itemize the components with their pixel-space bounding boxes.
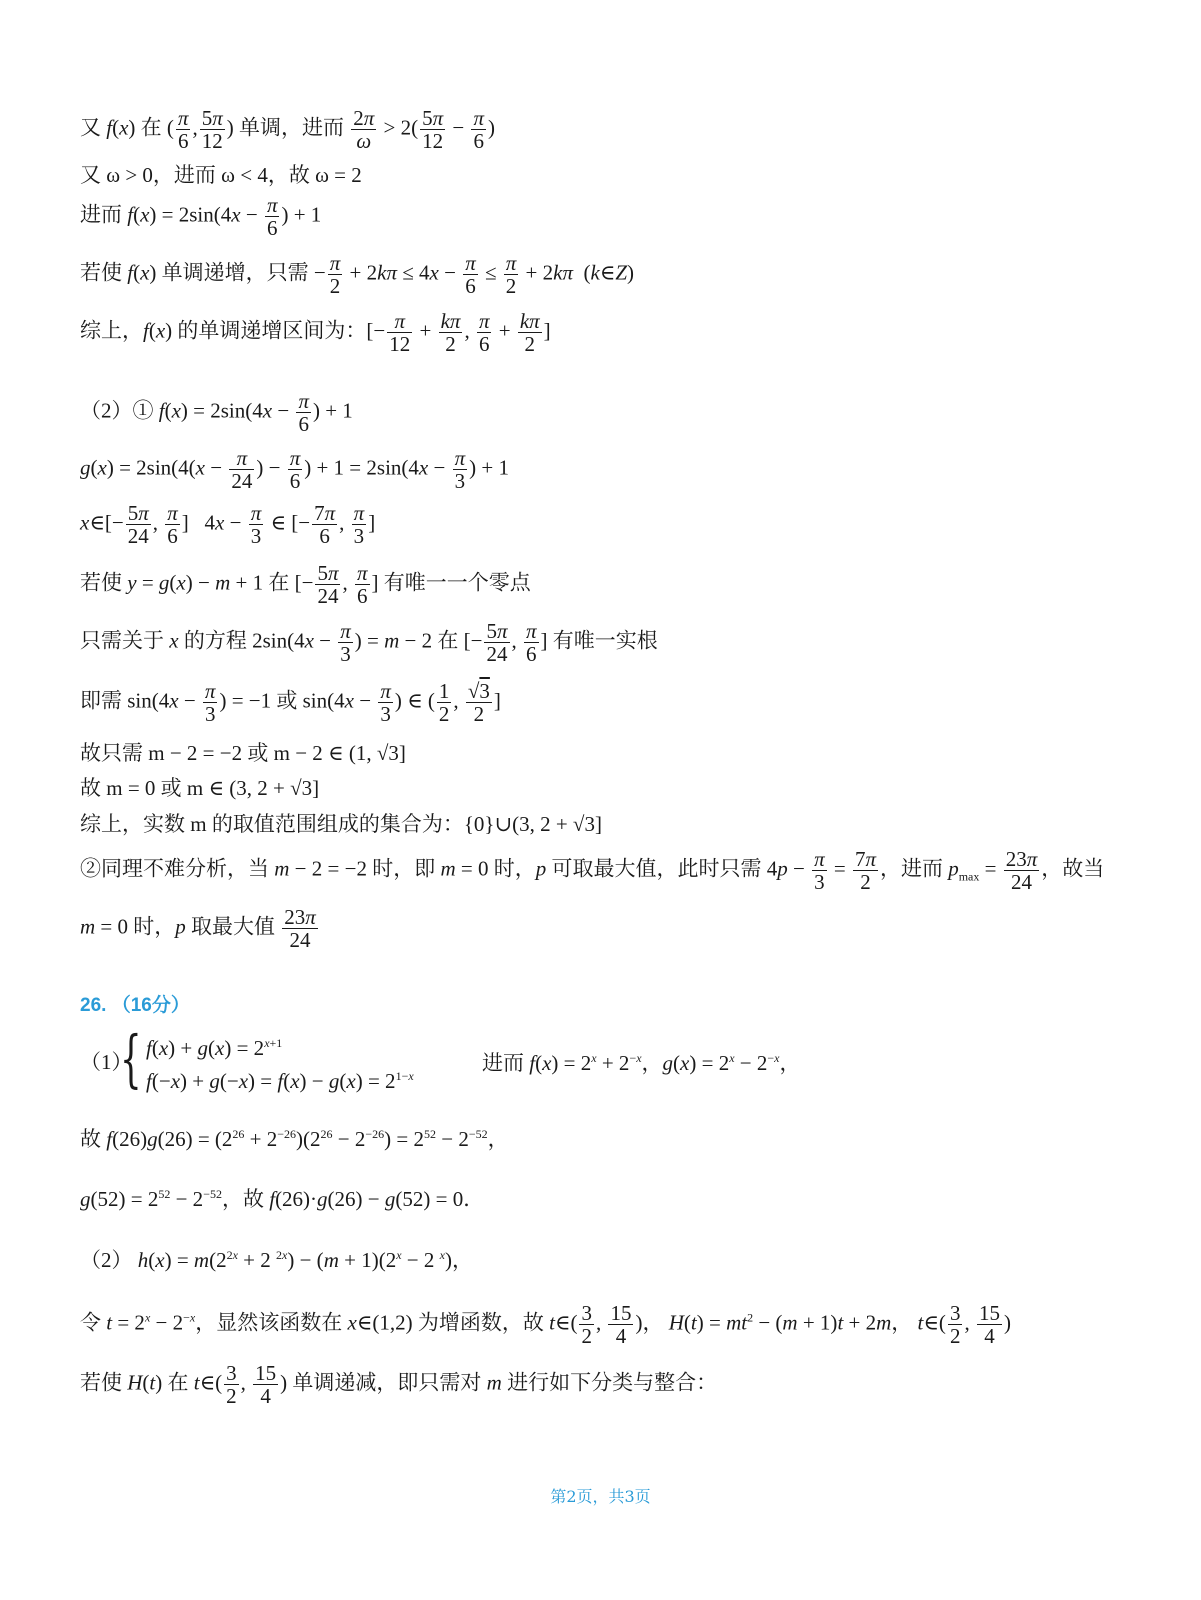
- line-20: （2） $h(x) = m(2^{2x} + 2$ $^{2x}) - (m + 1)(2^x - 2$ $^x$)，: [80, 1248, 473, 1272]
- line-13: 故 m = 0 或 m ∈ (3, 2 + √3]: [80, 776, 320, 800]
- line-18: 故 $f(26)g(26) = (2^{26} + 2^{-26})(2^{26} - 2^{-26}) = 2^{52} - 2^{-52}$，: [80, 1127, 509, 1151]
- line-1: 又 f(x) 在 ( $\frac{\pi}{6}$ , $\frac{5\pi}{12}$ ) 单调，进而 $\frac{2\pi}{\omega}$ > 2( $\frac{5\pi}{12}$ − $\frac{\pi}{6}$ ): [80, 106, 496, 154]
- line-16: m = 0 时，p 取最大值 $\frac{23\pi}{24}$: [80, 905, 316, 953]
- line-7: g(x) = 2sin(4(x − $\frac{\pi}{24}$ ) − $\frac{\pi}{6}$ ) + 1 = 2sin(4x − $\frac{\pi}{3}$ ) + 1: [80, 446, 509, 494]
- line-5: 综上，f(x) 的单调递增区间为：[− $\frac{\pi}{12}$ + $\frac{k\pi}{2}$ , $\frac{\pi}{6}$ + $\frac{k\pi}{2}$ ]: [80, 309, 551, 357]
- line-22: 若使 H(t) 在 t∈( $\frac{3}{2}$ , $\frac{15}{4}$ ) 单调递减，即只需对 m 进行如下分类与整合：: [80, 1361, 718, 1409]
- brace-symbol: {: [120, 1022, 142, 1095]
- line-3: 进而 f(x) = 2sin(4x − $\frac{\pi}{6}$ ) + 1: [80, 193, 322, 241]
- page-footer: 第2页，共3页: [550, 1487, 651, 1506]
- line-2: 又 ω > 0，进而 ω < 4，故 ω = 2: [80, 163, 362, 187]
- part-1-label: （1）: [80, 1050, 133, 1074]
- system-eq-1: $f(x) + g(x) = 2^{x+1}$: [146, 1036, 283, 1060]
- line-4: 若使 f(x) 单调递增，只需 − $\frac{\pi}{2}$ + 2kπ ≤ 4x − $\frac{\pi}{6}$ ≤ $\frac{\pi}{2}$ + 2kπ (k∈Z): [80, 251, 635, 299]
- line-10: 只需关于 x 的方程 2sin(4x − $\frac{\pi}{3}$ ) = m − 2 在 [− $\frac{5\pi}{24}$ , $\frac{\pi}{6}$ ] 有唯一实根: [80, 619, 658, 667]
- line-15: ②同理不难分析，当 m − 2 = −2 时，即 m = 0 时，p 可取最大值，此时只需 4p − $\frac{\pi}{3}$ = $\frac{7\pi}{2}$ ，进而 $p_{max}$ = $\frac{23\pi}{24}$ ，故当: [80, 847, 1105, 895]
- line-11: 即需 sin(4x − $\frac{\pi}{3}$ ) = −1 或 sin(4x − $\frac{\pi}{3}$ ) ∈ ( $\frac{1}{2}$ , $\frac{√3}{2}$ ]: [80, 679, 501, 727]
- line-9: 若使 y = g(x) − m + 1 在 [− $\frac{5\pi}{24}$ , $\frac{\pi}{6}$ ] 有唯一一个零点: [80, 561, 531, 609]
- system-eq-2: $f(-x) + g(-x) = f(x) - g(x) = 2^{1-x}$: [146, 1069, 414, 1093]
- line-12: 故只需 m − 2 = −2 或 m − 2 ∈ (1, √3]: [80, 741, 406, 765]
- line-21: 令 $t = 2^x - 2^{-x}$，显然该函数在 x∈(1,2) 为增函数，故 t∈( $\frac{3}{2}$ , $\frac{15}{4}$ )， $H(t) = mt^2 - (m + 1)t + 2m$， t∈( $\frac{3}{2}$ , $\frac{15}{4}$ ): [80, 1301, 1011, 1349]
- problem-26-heading: 26. （16分）: [80, 995, 190, 1016]
- line-19: $g(52) = 2^{52} - 2^{-52}$，故 f(26)·g(26) − g(52) = 0．: [80, 1187, 485, 1211]
- line-6: （2）① f(x) = 2sin(4x − $\frac{\pi}{6}$ ) + 1: [80, 389, 353, 437]
- line-8: x∈[− $\frac{5\pi}{24}$ , $\frac{\pi}{6}$ ] 4x − $\frac{\pi}{3}$ ∈ [− $\frac{7\pi}{6}$ , $\frac{\pi}{3}$ ]: [80, 501, 376, 549]
- line-14: 综上，实数 m 的取值范围组成的集合为：{0}∪(3, 2 + √3]: [80, 812, 602, 836]
- system-result: 进而 $f(x) = 2^x + 2^{-x}$，$g(x) = 2^x - 2^{-x}$，: [482, 1051, 801, 1075]
